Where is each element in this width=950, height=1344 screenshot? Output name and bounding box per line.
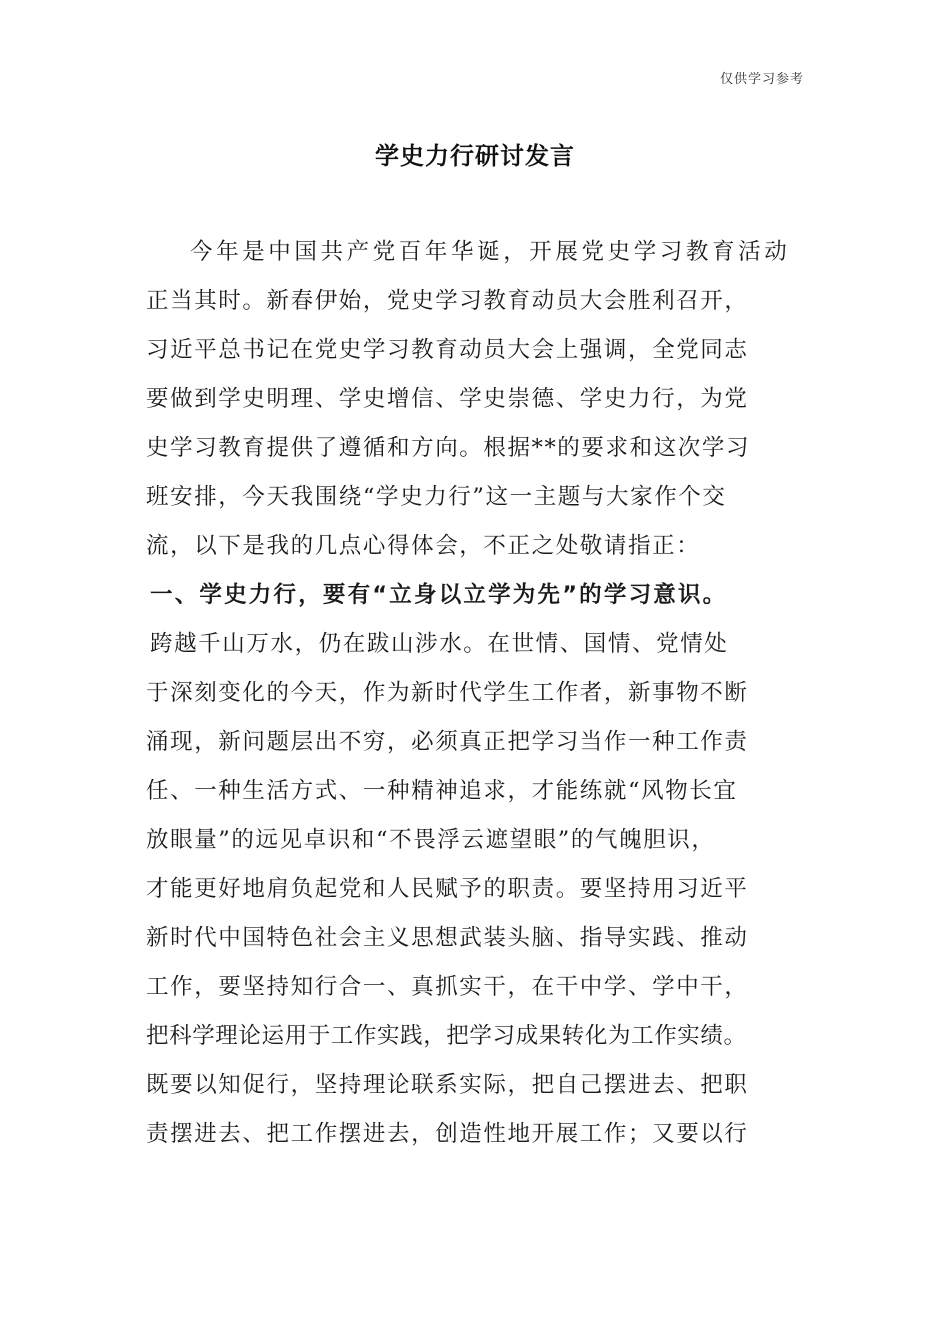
body-line: 任、一种生活方式、一种精神追求，才能练就“风物长宜 — [146, 778, 738, 804]
body-line: 放眼量”的远见卓识和“不畏浮云遮望眼”的气魄胆识， — [146, 827, 716, 853]
body-line: 涌现，新问题层出不穷，必须真正把学习当作一种工作责 — [146, 729, 749, 755]
body-line: 工作，要坚持知行合一、真抓实干，在干中学、学中干， — [146, 974, 749, 1000]
body-line: 把科学理论运用于工作实践，把学习成果转化为工作实绩。 — [146, 1023, 747, 1049]
section-heading: 一、学史力行，要有“立身以立学为先”的学习意识。 — [150, 582, 728, 608]
body-line: 既要以知促行，坚持理论联系实际，把自己摆进去、把职 — [146, 1072, 749, 1098]
body-line: 跨越千山万水，仍在跋山涉水。在世情、国情、党情处 — [150, 631, 729, 657]
body-line: 史学习教育提供了遵循和方向。根据**的要求和这次学习 — [146, 435, 751, 461]
document-title: 学史力行研讨发言 — [375, 142, 575, 170]
body-line: 流，以下是我的几点心得体会，不正之处敬请指正： — [146, 533, 701, 559]
body-line: 今年是中国共产党百年华诞，开展党史学习教育活动 — [190, 239, 791, 265]
body-line: 责摆进去、把工作摆进去，创造性地开展工作；又要以行 — [146, 1121, 749, 1147]
document-body — [146, 228, 796, 1159]
body-line: 才能更好地肩负起党和人民赋予的职责。要坚持用习近平 — [146, 876, 749, 902]
body-line: 习近平总书记在党史学习教育动员大会上强调，全党同志 — [146, 337, 749, 363]
body-line: 于深刻变化的今天，作为新时代学生工作者，新事物不断 — [146, 680, 749, 706]
body-line: 正当其时。新春伊始，党史学习教育动员大会胜利召开， — [146, 288, 749, 314]
header-note: 仅供学习参考 — [719, 72, 804, 87]
body-line: 要做到学史明理、学史增信、学史崇德、学史力行，为党 — [146, 386, 749, 412]
body-line: 班安排，今天我围绕“学史力行”这一主题与大家作个交 — [146, 484, 727, 510]
body-line: 新时代中国特色社会主义思想武装头脑、指导实践、推动 — [146, 925, 749, 951]
